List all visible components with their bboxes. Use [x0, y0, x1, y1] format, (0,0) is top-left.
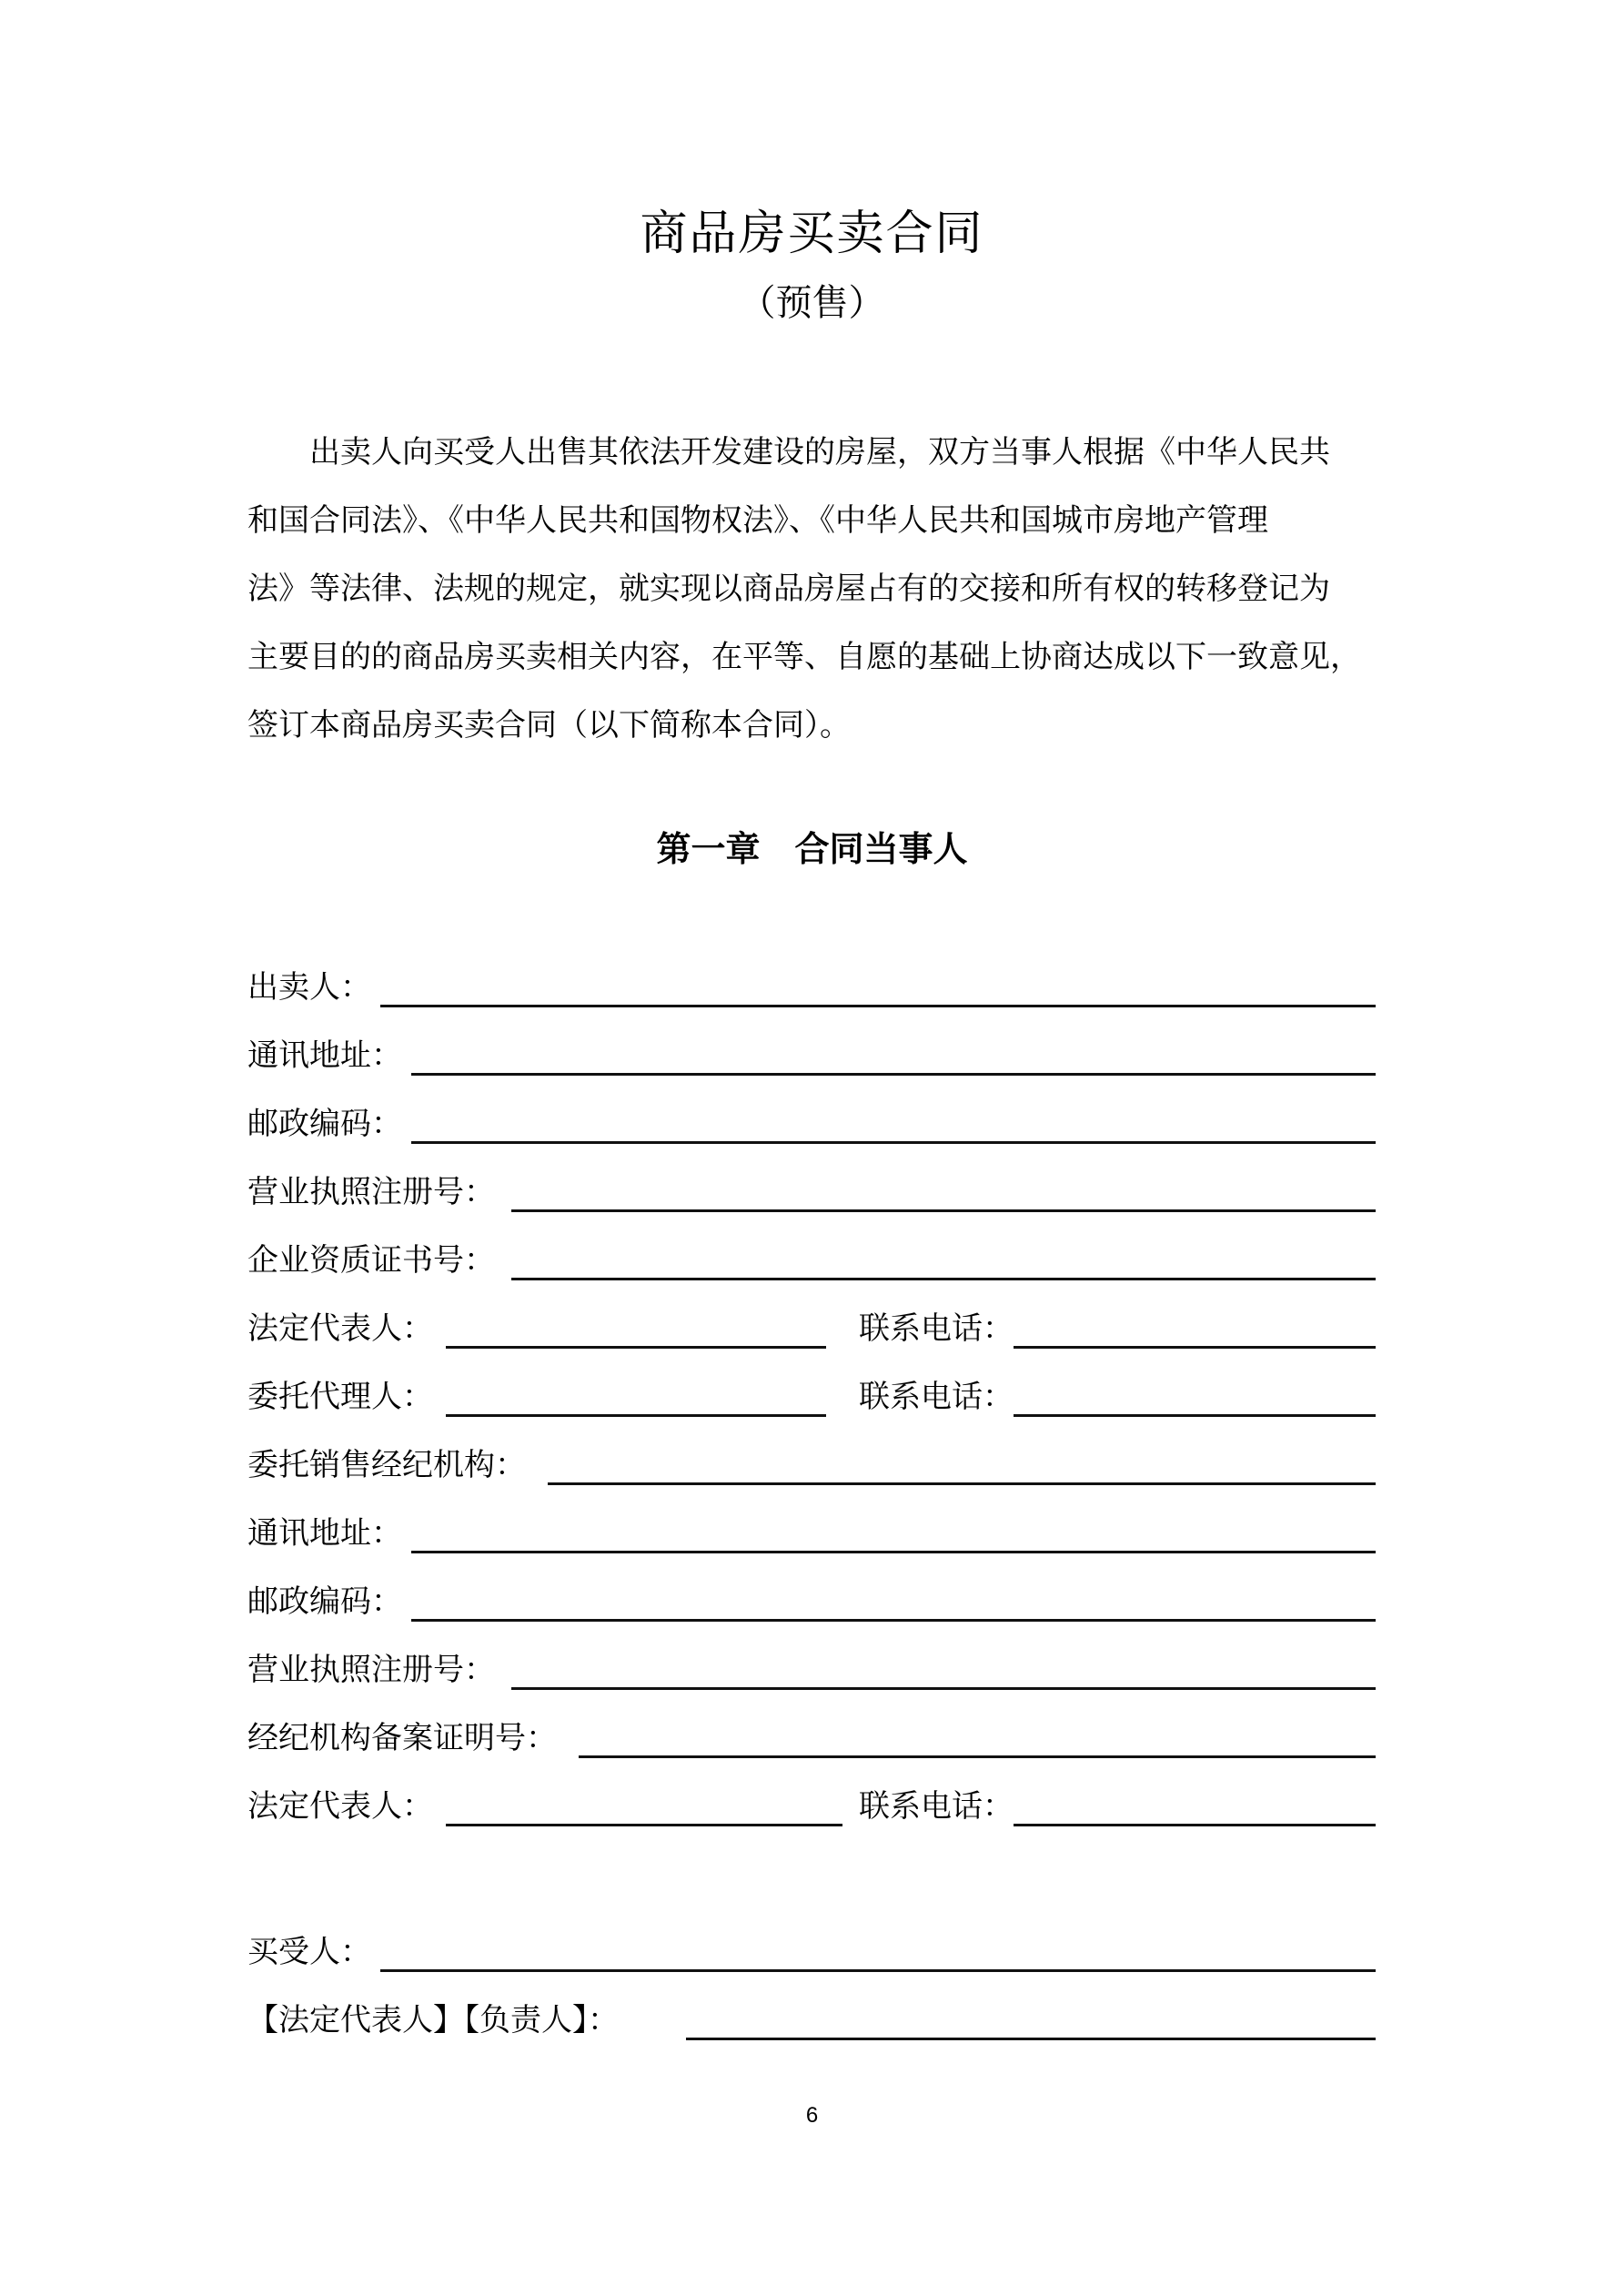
broker-address-blank[interactable]	[411, 1551, 1376, 1553]
intro-line: 和国合同法》、《中华人民共和国物权法》、《中华人民共和国城市房地产管理	[247, 502, 1268, 539]
broker-filing-field[interactable]	[247, 1715, 1376, 1761]
seller-address-blank[interactable]	[411, 1073, 1376, 1076]
seller-field[interactable]	[247, 965, 1376, 1010]
seller-postcode-field[interactable]	[247, 1101, 1376, 1147]
broker-filing-blank[interactable]	[579, 1755, 1376, 1758]
broker-legal-rep-phone-blank[interactable]	[1014, 1824, 1376, 1826]
seller-agent-blank[interactable]	[446, 1414, 826, 1417]
seller-label: 出卖人：	[247, 969, 371, 1006]
seller-license-blank[interactable]	[511, 1209, 1376, 1212]
seller-address-field[interactable]	[247, 1033, 1376, 1078]
buyer-representative-field[interactable]	[247, 1998, 1376, 2043]
broker-license-field[interactable]	[247, 1647, 1376, 1693]
broker-address-label: 通讯地址：	[247, 1515, 402, 1552]
seller-legal-rep-blank[interactable]	[446, 1346, 826, 1349]
seller-agent-phone-blank[interactable]	[1014, 1414, 1376, 1417]
intro-line: 出卖人向买受人出售其依法开发建设的房屋，双方当事人根据《中华人民共	[309, 434, 1330, 470]
broker-blank[interactable]	[548, 1482, 1376, 1485]
broker-legal-rep-label: 法定代表人：	[247, 1788, 433, 1825]
seller-qualification-label: 企业资质证书号：	[247, 1242, 495, 1279]
intro-line: 签订本商品房买卖合同（以下简称本合同）。	[247, 707, 851, 743]
seller-agent-phone-label: 联系电话：	[859, 1379, 1014, 1415]
buyer-representative-label: 【法定代表人】【负责人】：	[247, 2002, 619, 2038]
seller-legal-rep-phone-blank[interactable]	[1014, 1346, 1376, 1349]
page-number: 6	[805, 2103, 819, 2128]
broker-license-blank[interactable]	[511, 1687, 1376, 1690]
seller-address-label: 通讯地址：	[247, 1037, 402, 1074]
intro-line: 主要目的的商品房买卖相关内容，在平等、自愿的基础上协商达成以下一致意见，	[247, 639, 1361, 675]
document-title: 商品房买卖合同	[640, 207, 984, 261]
seller-license-field[interactable]	[247, 1169, 1376, 1215]
intro-line: 法》等法律、法规的规定，就实现以商品房屋占有的交接和所有权的转移登记为	[247, 571, 1330, 607]
seller-legal-rep-phone-label: 联系电话：	[859, 1310, 1014, 1347]
buyer-representative-blank[interactable]	[686, 2038, 1376, 2040]
broker-filing-label: 经纪机构备案证明号：	[247, 1720, 557, 1756]
broker-legal-rep-row	[247, 1784, 1376, 1829]
seller-agent-label: 委托代理人：	[247, 1379, 433, 1415]
buyer-blank[interactable]	[380, 1969, 1376, 1972]
seller-postcode-label: 邮政编码：	[247, 1106, 402, 1142]
intro-paragraph	[247, 419, 1385, 760]
seller-license-label: 营业执照注册号：	[247, 1174, 495, 1210]
seller-postcode-blank[interactable]	[411, 1141, 1376, 1144]
seller-qualification-blank[interactable]	[511, 1278, 1376, 1280]
broker-license-label: 营业执照注册号：	[247, 1652, 495, 1688]
broker-label: 委托销售经纪机构：	[247, 1447, 526, 1483]
buyer-field[interactable]	[247, 1929, 1376, 1975]
seller-legal-rep-label: 法定代表人：	[247, 1310, 433, 1347]
buyer-label: 买受人：	[247, 1934, 371, 1970]
seller-agent-row	[247, 1374, 1376, 1420]
seller-legal-rep-row	[247, 1306, 1376, 1351]
broker-postcode-blank[interactable]	[411, 1619, 1376, 1622]
broker-legal-rep-blank[interactable]	[446, 1824, 842, 1826]
seller-qualification-field[interactable]	[247, 1238, 1376, 1283]
broker-legal-rep-phone-label: 联系电话：	[859, 1788, 1014, 1825]
document-subtitle: （预售）	[739, 282, 885, 324]
seller-blank[interactable]	[380, 1005, 1376, 1007]
chapter-heading: 第一章 合同当事人	[656, 829, 968, 869]
broker-address-field[interactable]	[247, 1511, 1376, 1556]
broker-postcode-field[interactable]	[247, 1579, 1376, 1624]
broker-postcode-label: 邮政编码：	[247, 1583, 402, 1620]
broker-field[interactable]	[247, 1442, 1376, 1488]
